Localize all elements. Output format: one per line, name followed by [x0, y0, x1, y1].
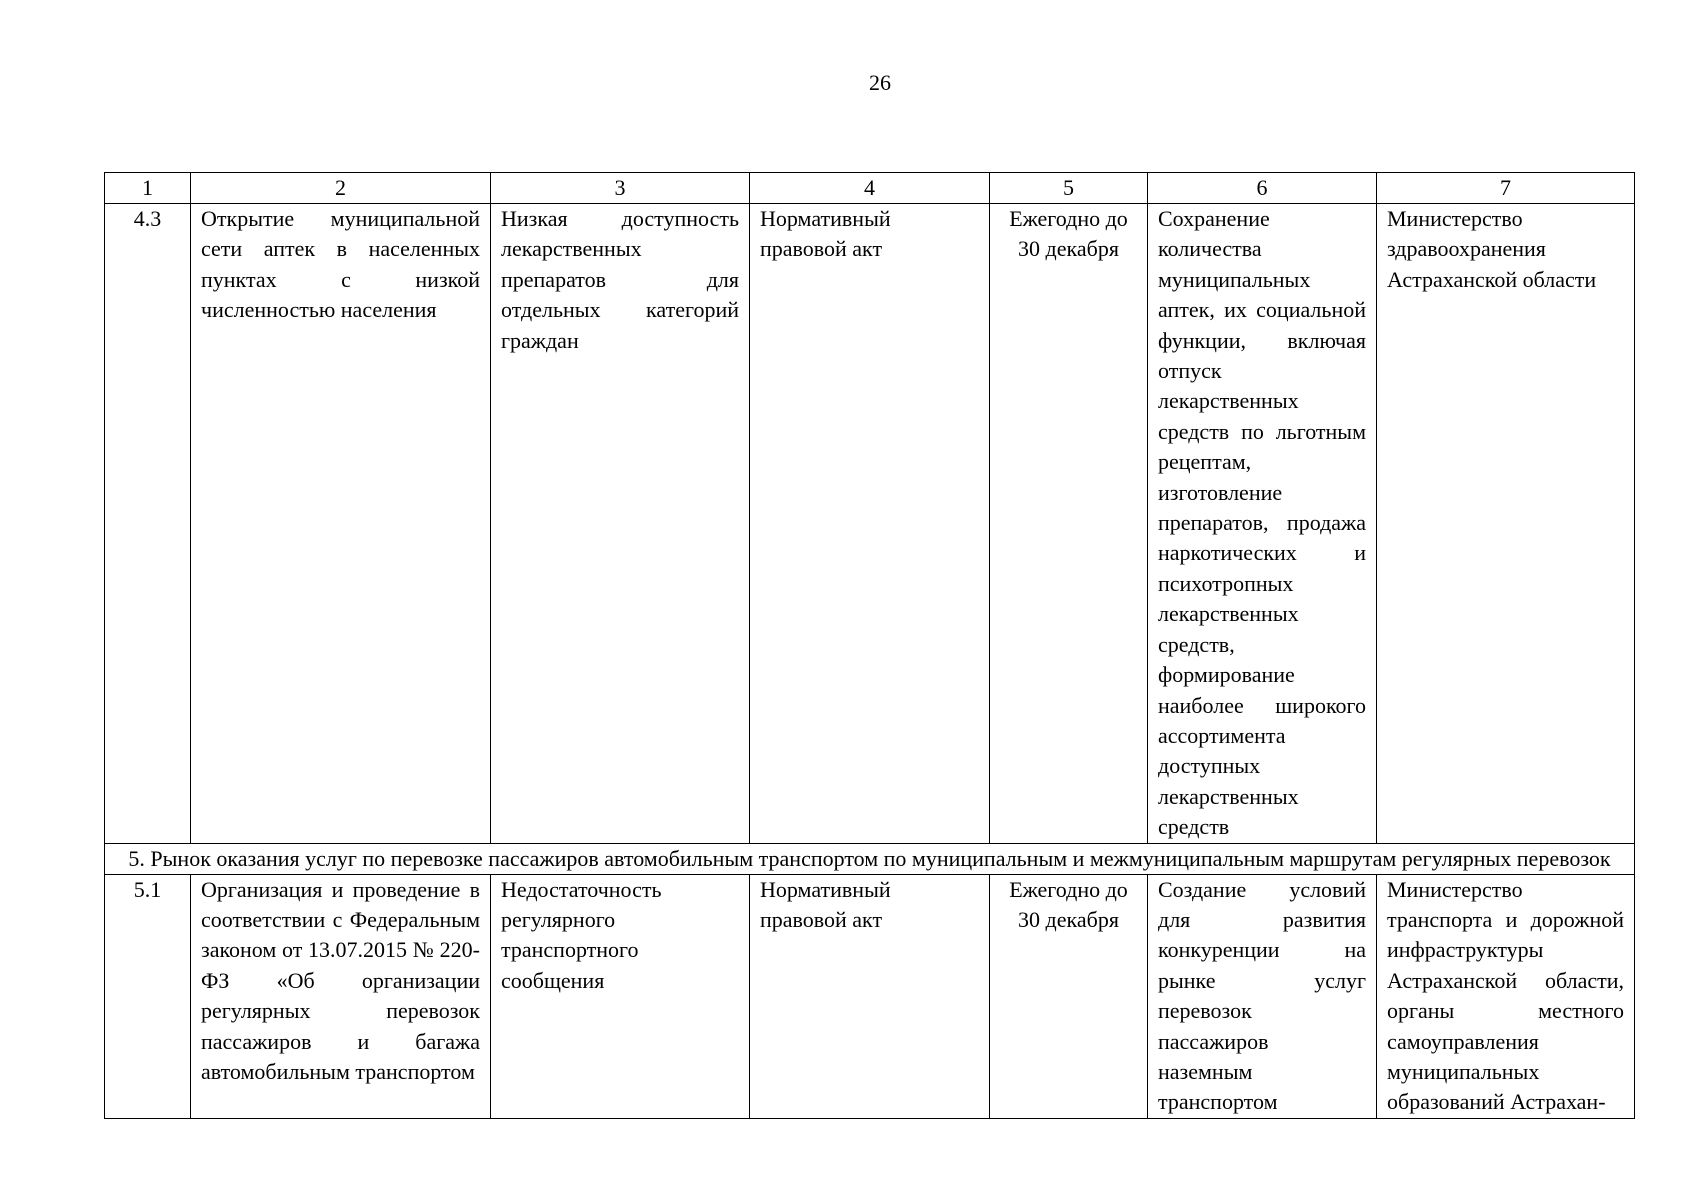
row-number: 4.3: [105, 204, 191, 844]
result-cell: Создание условий для развития конкуренции на рынке услуг перевозок пассажиров наземным транспортом: [1148, 874, 1377, 1118]
document-cell: Нормативный правовой акт: [750, 874, 990, 1118]
measure-cell: Открытие муниципальной сети аптек в населенных пунктах с низкой численностью населения: [191, 204, 491, 844]
table-row: [105, 874, 1635, 1118]
measure-cell: Организация и проведение в соответствии с Федеральным законом от 13.07.2015 № 220-ФЗ «Об организации регулярных перевозок пассажиров и багажа автомобильным транспортом: [191, 874, 491, 1118]
header-cell: 1: [105, 173, 191, 204]
document-cell: Нормативный правовой акт: [750, 204, 990, 844]
section-title: 5. Рынок оказания услуг по перевозке пассажиров автомобильным транспортом по муниципальным и межмуниципальным маршрутам регулярных перевозок: [105, 843, 1635, 874]
deadline-cell: Ежегодно до 30 декабря: [990, 204, 1148, 844]
executor-cell: Министерство транспорта и дорожной инфраструктуры Астраханской области, органы местного самоуправления муниципальных образований Астрахан-: [1377, 874, 1635, 1118]
header-cell: 5: [990, 173, 1148, 204]
problem-cell: Недостаточность регулярного транспортного сообщения: [491, 874, 750, 1118]
table-row: [105, 204, 1635, 844]
header-cell: 4: [750, 173, 990, 204]
row-number: 5.1: [105, 874, 191, 1118]
measures-table: [104, 172, 1635, 1119]
result-cell: Сохранение количества муниципальных аптек, их социальной функции, включая отпуск лекарственных средств по льготным рецептам, изготовление препаратов, продажа наркотических и психотропных лекарственных средств, формирование наиболее широкого ассортимента доступных лекарственных средств: [1148, 204, 1377, 844]
header-cell: 2: [191, 173, 491, 204]
section-row: [105, 843, 1635, 874]
problem-cell: Низкая доступность лекарственных препаратов для отдельных категорий граждан: [491, 204, 750, 844]
page-number: 26: [869, 70, 891, 95]
table-header-row: [105, 173, 1635, 204]
executor-cell: Министерство здравоохранения Астраханской области: [1377, 204, 1635, 844]
header-cell: 7: [1377, 173, 1635, 204]
header-cell: 3: [491, 173, 750, 204]
deadline-cell: Ежегодно до 30 декабря: [990, 874, 1148, 1118]
header-cell: 6: [1148, 173, 1377, 204]
